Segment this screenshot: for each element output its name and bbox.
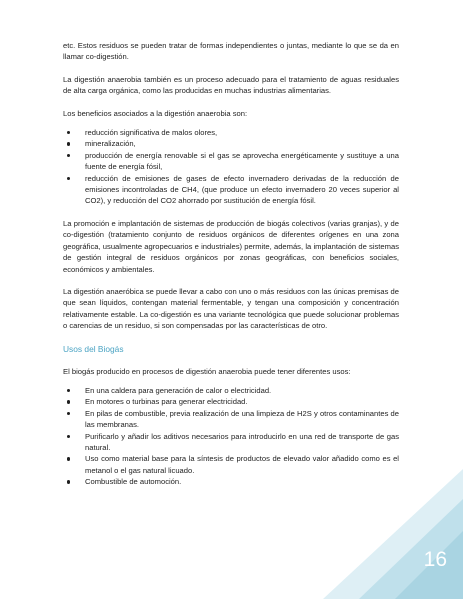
list-item: Uso como material base para la síntesis de productos de elevado valor añadido como es el metanol o el gas natural licuado. [63, 453, 399, 476]
corner-decoration [323, 469, 463, 599]
list-item: En pilas de combustible, previa realización de una limpieza de H2S y otros contaminantes de las membranas. [63, 408, 399, 431]
list-item: Combustible de automoción. [63, 476, 399, 487]
paragraph-co-digestion: La promoción e implantación de sistemas de producción de biogás colectivos (varias granjas), y de co-digestión (tratamiento conjunto de residuos orgánicos de diferentes orígenes en una zona geográfica, usualmente agropecuarios e industriales) permite, además, la implantación de sistemas de gestión integral de residuos orgánicos por zonas geográficas, con beneficios sociales, económicos y ambientales. [63, 218, 399, 274]
list-item: mineralización, [63, 138, 399, 149]
page-number: 16 [423, 548, 447, 571]
benefits-list [63, 127, 399, 207]
paragraph-anaerobic: La digestión anaeróbica se puede llevar a cabo con uno o más residuos con las únicas premisas de que sean líquidos, contengan material fermentable, y tengan una composición y concentración relativamente estable. La co-digestión es una variante tecnológica que puede solucionar problemas o carencias de un residuo, si son compensadas por las características de otro. [63, 286, 399, 331]
list-item: reducción de emisiones de gases de efecto invernadero derivadas de la reducción de emisiones incontroladas de CH4, (que produce un efecto invernadero 20 veces superior al CO2), y reducción del CO2 ahorrado por sustitución de energía fósil. [63, 173, 399, 207]
paragraph-uses-intro: El biogás producido en procesos de digestión anaerobia puede tener diferentes usos: [63, 366, 351, 376]
page-body [63, 40, 399, 488]
list-item: Purificarlo y añadir los aditivos necesarios para introducirlo en una red de transporte de gas natural. [63, 431, 399, 454]
paragraph-wastewater: La digestión anaerobia también es un proceso adecuado para el tratamiento de aguas residuales de alta carga orgánica, como las producidas en muchas industrias alimentarias. [63, 74, 399, 96]
list-item: producción de energía renovable si el gas se aprovecha energéticamente y sustituye a una fuente de energía fósil, [63, 150, 399, 173]
section-heading: Usos del Biogás [63, 343, 124, 354]
list-item: En una caldera para generación de calor o electricidad. [63, 385, 399, 396]
list-item: reducción significativa de malos olores, [63, 127, 399, 138]
list-item: En motores o turbinas para generar electricidad. [63, 396, 399, 407]
paragraph-intro: etc. Estos residuos se pueden tratar de formas independientes o juntas, mediante lo que se da en llamar co-digestión. [63, 41, 399, 62]
paragraph-benefits-intro: Los beneficios asociados a la digestión anaerobia son: [63, 108, 248, 118]
